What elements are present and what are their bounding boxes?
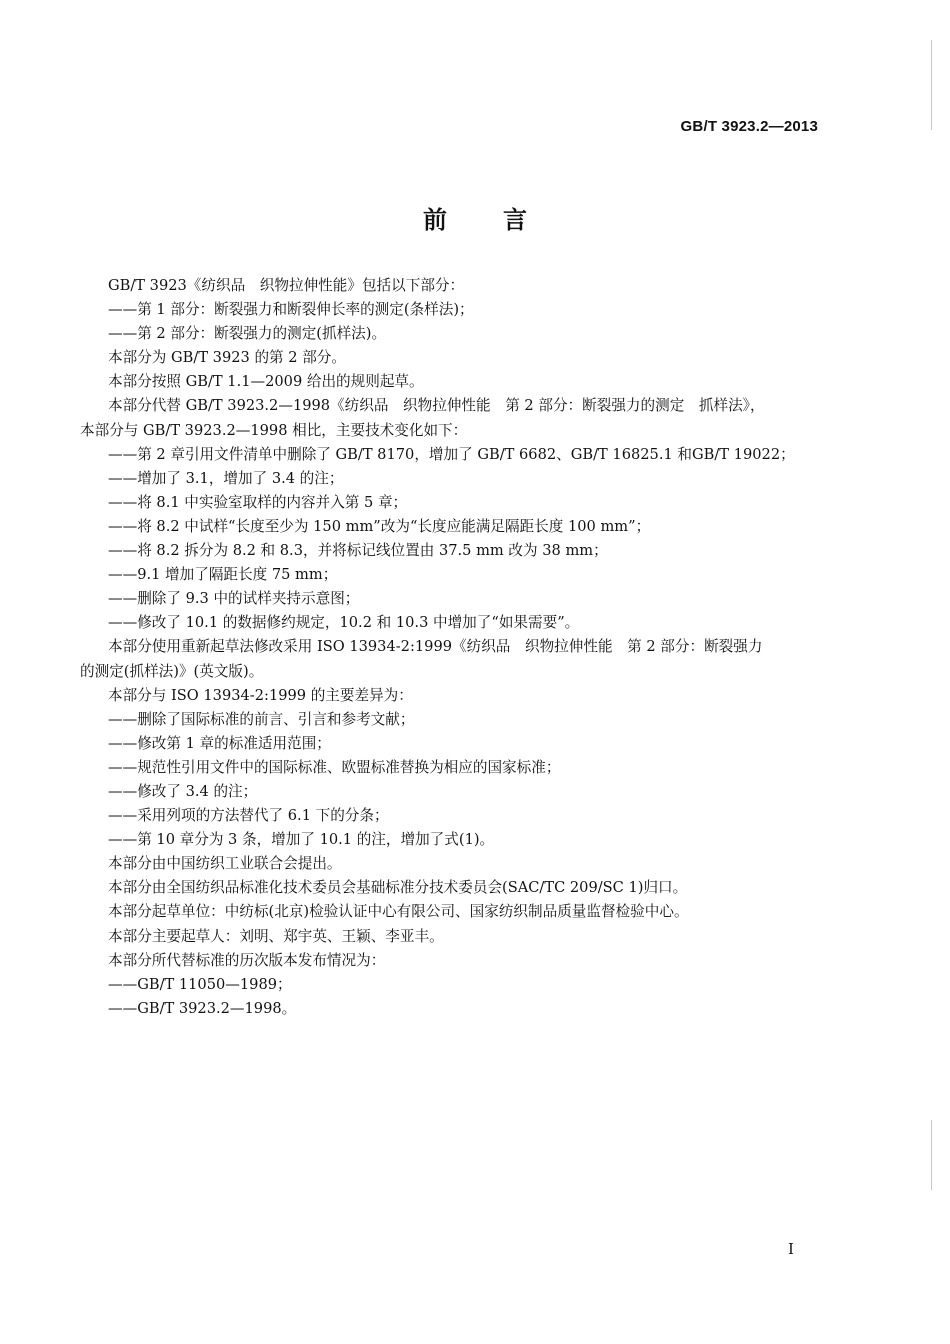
paragraph-line: 本部分所代替标准的历次版本发布情况为：: [108, 951, 386, 969]
list-item: ——修改第 1 章的标准适用范围；: [108, 734, 331, 752]
list-item: ——9.1 增加了隔距长度 75 mm；: [108, 566, 338, 584]
foreword-body: [80, 274, 820, 1021]
paragraph-line: GB/T 3923《纺织品 织物拉伸性能》包括以下部分：: [108, 277, 465, 294]
list-item: ——GB/T 11050—1989；: [108, 975, 292, 993]
paragraph-line: 本部分与 GB/T 3923.2—1998 相比，主要技术变化如下：: [80, 421, 468, 439]
list-item: ——修改了 10.1 的数据修约规定，10.2 和 10.3 中增加了“如果需要”。: [108, 614, 580, 632]
paragraph-line: 本部分主要起草人：刘明、郑宇英、王颖、李亚丰。: [108, 927, 444, 945]
scan-edge-mark: [931, 40, 932, 130]
scan-edge-mark: [931, 1120, 932, 1190]
paragraph-line: 本部分为 GB/T 3923 的第 2 部分。: [108, 349, 346, 367]
page-title: [0, 200, 950, 235]
title-char: 前: [423, 206, 447, 234]
paragraph-line: 本部分使用重新起草法修改采用 ISO 13934-2:1999《纺织品 织物拉伸性能 第 2 部分：断裂强力: [108, 638, 763, 656]
list-item: ——修改了 3.4 的注；: [108, 782, 258, 800]
paragraph-line: 本部分代替 GB/T 3923.2—1998《纺织品 织物拉伸性能 第 2 部分：断裂强力的测定 抓样法》，: [108, 397, 765, 415]
paragraph-line: 本部分与 ISO 13934-2:1999 的主要差异为：: [108, 686, 413, 704]
paragraph-line: 本部分由中国纺织工业联合会提出。: [108, 855, 342, 873]
paragraph-line: 本部分起草单位：中纺标(北京)检验认证中心有限公司、国家纺织制品质量监督检验中心。: [108, 903, 689, 921]
title-char: 言: [503, 206, 527, 234]
standard-number: GB/T 3923.2—2013: [680, 118, 818, 135]
page-number: I: [788, 1240, 794, 1258]
list-item: ——采用列项的方法替代了 6.1 下的分条；: [108, 807, 389, 825]
paragraph-line: 本部分按照 GB/T 1.1—2009 给出的规则起草。: [108, 373, 424, 391]
list-item: ——删除了国际标准的前言、引言和参考文献；: [108, 710, 415, 728]
list-item: ——第 2 部分：断裂强力的测定(抓样法)。: [108, 325, 387, 343]
list-item: ——规范性引用文件中的国际标准、欧盟标准替换为相应的国家标准；: [108, 758, 561, 776]
list-item: ——将 8.2 中试样“长度至少为 150 mm”改为“长度应能满足隔距长度 100 mm”；: [108, 517, 651, 535]
list-item: ——删除了 9.3 中的试样夹持示意图；: [108, 590, 360, 608]
paragraph-line: 的测定(抓样法)》(英文版)。: [80, 662, 264, 680]
list-item: ——第 2 章引用文件清单中删除了 GB/T 8170，增加了 GB/T 6682、GB/T 16825.1 和GB/T 19022；: [108, 445, 795, 463]
list-item: ——第 10 章分为 3 条，增加了 10.1 的注，增加了式(1)。: [108, 831, 495, 849]
list-item: ——将 8.2 拆分为 8.2 和 8.3，并将标记线位置由 37.5 mm 改为 38 mm；: [108, 542, 608, 560]
list-item: ——将 8.1 中实验室取样的内容并入第 5 章；: [108, 493, 408, 511]
list-item: ——第 1 部分：断裂强力和断裂伸长率的测定(条样法)；: [108, 301, 474, 319]
list-item: ——GB/T 3923.2—1998。: [108, 999, 297, 1017]
list-item: ——增加了 3.1，增加了 3.4 的注；: [108, 469, 344, 487]
paragraph-line: 本部分由全国纺织品标准化技术委员会基础标准分技术委员会(SAC/TC 209/SC 1)归口。: [108, 879, 688, 897]
